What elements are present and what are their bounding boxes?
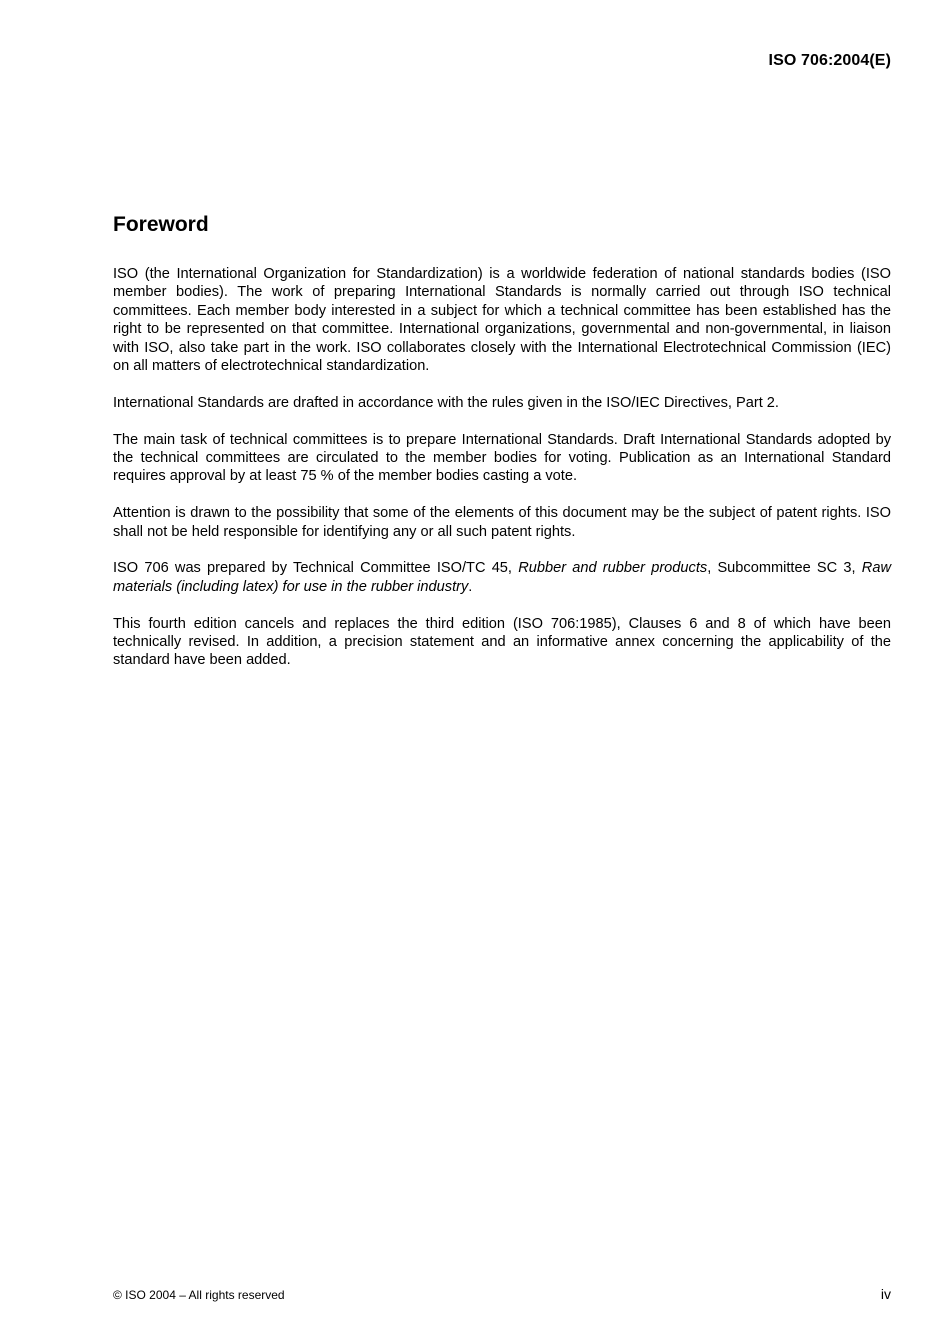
foreword-section [113, 211, 891, 688]
paragraph-iso-intro: ISO (the International Organization for Standardization) is a worldwide federation of national standards bodies (ISO member bodies). The work of preparing International Standards is normally carried out through ISO technical committees. Each member body interested in a subject for which a technical committee has been established has the right to be represented on that committee. International organizations, governmental and non-governmental, in liaison with ISO, also take part in the work. ISO collaborates closely with the International Electrotechnical Commission (IEC) on all matters of electrotechnical standardization. [113, 266, 891, 375]
paragraph-committee-task: The main task of technical committees is to prepare International Standards. Draft International Standards adopted by the technical committees are circulated to the member bodies for voting. Publication as an International Standard requires approval by at least 75 % of the member bodies casting a vote. [113, 431, 891, 485]
paragraph-patent-rights: Attention is drawn to the possibility that some of the elements of this document may be the subject of patent rights. ISO shall not be held responsible for identifying any or all such patent rights. [113, 505, 891, 540]
prepared-by-mid: , Subcommittee SC 3, [707, 560, 862, 577]
page-number: iv [880, 1286, 891, 1302]
prepared-by-end: . [468, 578, 473, 595]
document-identifier: ISO 706:2004(E) [768, 52, 891, 69]
paragraph-edition-note: This fourth edition cancels and replaces the third edition (ISO 706:1985), Clauses 6 and 8 of which have been technically revised. In addition, a precision statement and an informative annex concerning the applicability of the standard have been added. [113, 615, 891, 669]
copyright-notice: © ISO 2004 – All rights reserved [113, 1288, 285, 1302]
committee-title: Rubber and rubber products [518, 560, 708, 577]
subcommittee-title: Raw materials (including latex) for use in the rubber industry [113, 560, 891, 595]
prepared-by-lead: ISO 706 was prepared by Technical Committee ISO/TC 45, [113, 560, 519, 577]
paragraph-prepared-by [113, 559, 891, 596]
paragraph-directives: International Standards are drafted in accordance with the rules given in the ISO/IEC Directives, Part 2. [113, 394, 779, 411]
page-title: Foreword [113, 213, 209, 236]
